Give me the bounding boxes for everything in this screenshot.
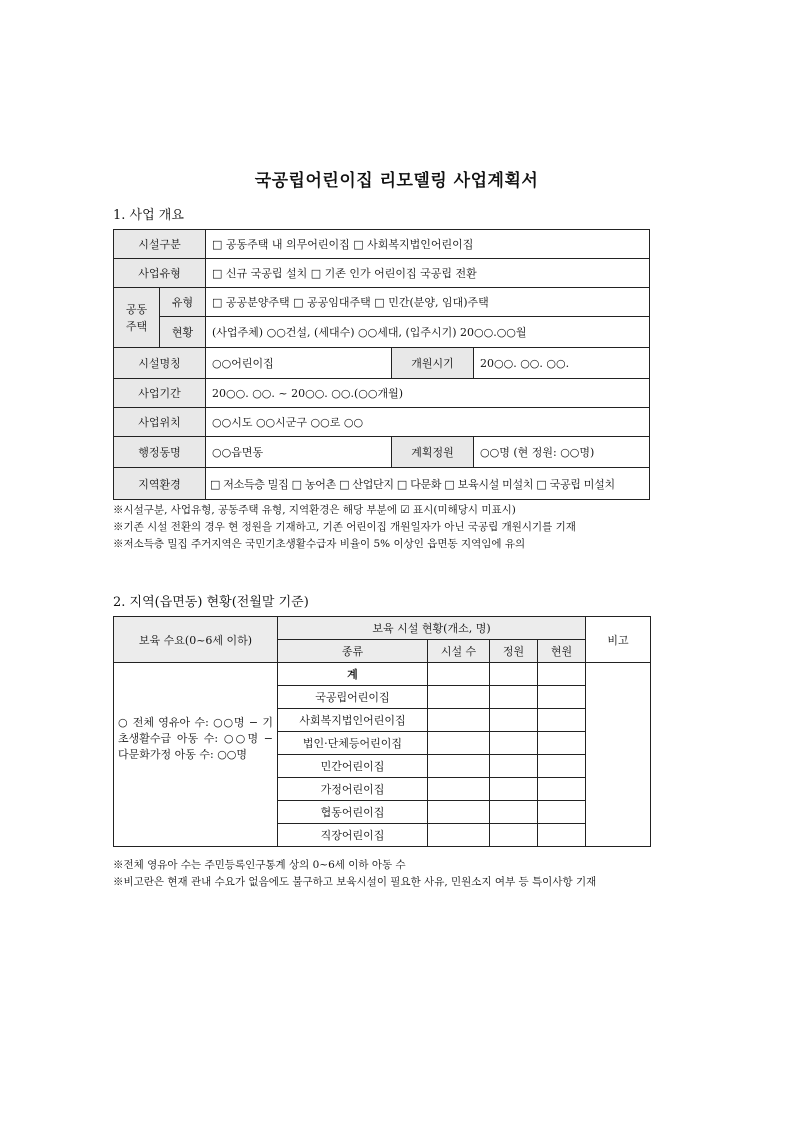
table-row (114, 288, 650, 317)
count-header: 시설 수 (428, 640, 490, 663)
project-type-label: 사업유형 (114, 259, 206, 288)
facility-name-label: 시설명칭 (114, 348, 206, 379)
housing-status-label: 현황 (160, 317, 206, 348)
planned-capacity-label: 계획정원 (392, 437, 474, 468)
table-row (114, 379, 650, 408)
project-type-value: □ 신규 국공립 설치 □ 기존 인가 어린이집 국공립 전환 (206, 259, 650, 288)
table-row (114, 617, 651, 640)
district-label: 행정동명 (114, 437, 206, 468)
current-header: 현원 (538, 640, 586, 663)
note-item: ※저소득층 밀집 주거지역은 국민기초생활수급자 비율이 5% 이상인 읍면동 지역임에 유의 (113, 538, 526, 550)
kind-total: 계 (278, 663, 428, 686)
note-item: ※전체 영유아 수는 주민등록인구통계 상의 0~6세 이하 아동 수 (113, 859, 406, 871)
table-row (114, 663, 651, 686)
section2-notes (113, 857, 596, 891)
demand-cell: ○ 전체 영유아 수: ○○명 − 기초생활수급 아동 수: ○○명 − 다문화가정 아동 수: ○○명 (114, 663, 278, 847)
section2-heading: 2. 지역(읍면동) 현황(전월말 기준) (113, 595, 309, 610)
table-row (114, 468, 650, 500)
note-item: ※비고란은 현재 관내 수요가 없음에도 불구하고 보육시설이 필요한 사유, 민원소지 여부 등 특이사항 기재 (113, 876, 597, 888)
table-row (114, 317, 650, 348)
facilities-header: 보육 시설 현황(개소, 명) (278, 617, 586, 640)
kind-cell: 가정어린이집 (278, 778, 428, 801)
capacity-header: 정원 (490, 640, 538, 663)
period-label: 사업기간 (114, 379, 206, 408)
page-title: 국공립어린이집 리모델링 사업계획서 (254, 171, 539, 191)
housing-status-value: (사업주체) ○○건설, (세대수) ○○세대, (입주시기) 20○○.○○월 (206, 317, 650, 348)
table-row (114, 230, 650, 259)
kind-cell: 민간어린이집 (278, 755, 428, 778)
table-row (114, 259, 650, 288)
housing-kind-label: 유형 (160, 288, 206, 317)
period-value: 20○○. ○○. ~ 20○○. ○○.(○○개월) (206, 379, 650, 408)
facility-type-value: □ 공동주택 내 의무어린이집 □ 사회복지법인어린이집 (206, 230, 650, 259)
district-value: ○○읍면동 (206, 437, 392, 468)
location-value: ○○시도 ○○시군구 ○○로 ○○ (206, 408, 650, 437)
kind-cell: 법인·단체등어린이집 (278, 732, 428, 755)
regional-status-table (113, 616, 651, 847)
note-item: ※시설구분, 사업유형, 공동주택 유형, 지역환경은 해당 부분에 ☑ 표시(미해당시 미표시) (113, 504, 516, 516)
environment-label: 지역환경 (114, 468, 206, 500)
table-row (114, 408, 650, 437)
housing-kind-value: □ 공공분양주택 □ 공공임대주택 □ 민간(분양, 임대)주택 (206, 288, 650, 317)
facility-name-value: ○○어린이집 (206, 348, 392, 379)
environment-value: □ 저소득층 밀집 □ 농어촌 □ 산업단지 □ 다문화 □ 보육시설 미설치 □ 국공립 미설치 (206, 468, 650, 500)
section1-heading: 1. 사업 개요 (113, 208, 184, 223)
kind-cell: 사회복지법인어린이집 (278, 709, 428, 732)
kind-cell: 국공립어린이집 (278, 686, 428, 709)
opening-date-label: 개원시기 (392, 348, 474, 379)
project-overview-table (113, 229, 650, 500)
remark-header: 비고 (586, 617, 651, 663)
section1-notes (113, 502, 576, 553)
location-label: 사업위치 (114, 408, 206, 437)
facility-type-label: 시설구분 (114, 230, 206, 259)
table-row (114, 348, 650, 379)
remark-cell (586, 663, 651, 847)
planned-capacity-value: ○○명 (현 정원: ○○명) (474, 437, 650, 468)
opening-date-value: 20○○. ○○. ○○. (474, 348, 650, 379)
note-item: ※기존 시설 전환의 경우 현 정원을 기재하고, 기존 어린이집 개원일자가 아닌 국공립 개원시기를 기재 (113, 521, 576, 533)
kind-cell: 협동어린이집 (278, 801, 428, 824)
demand-header: 보육 수요(0~6세 이하) (114, 617, 278, 663)
table-row (114, 437, 650, 468)
kind-cell: 직장어린이집 (278, 824, 428, 847)
housing-group-label: 공동 주택 (114, 288, 160, 348)
kind-header: 종류 (278, 640, 428, 663)
